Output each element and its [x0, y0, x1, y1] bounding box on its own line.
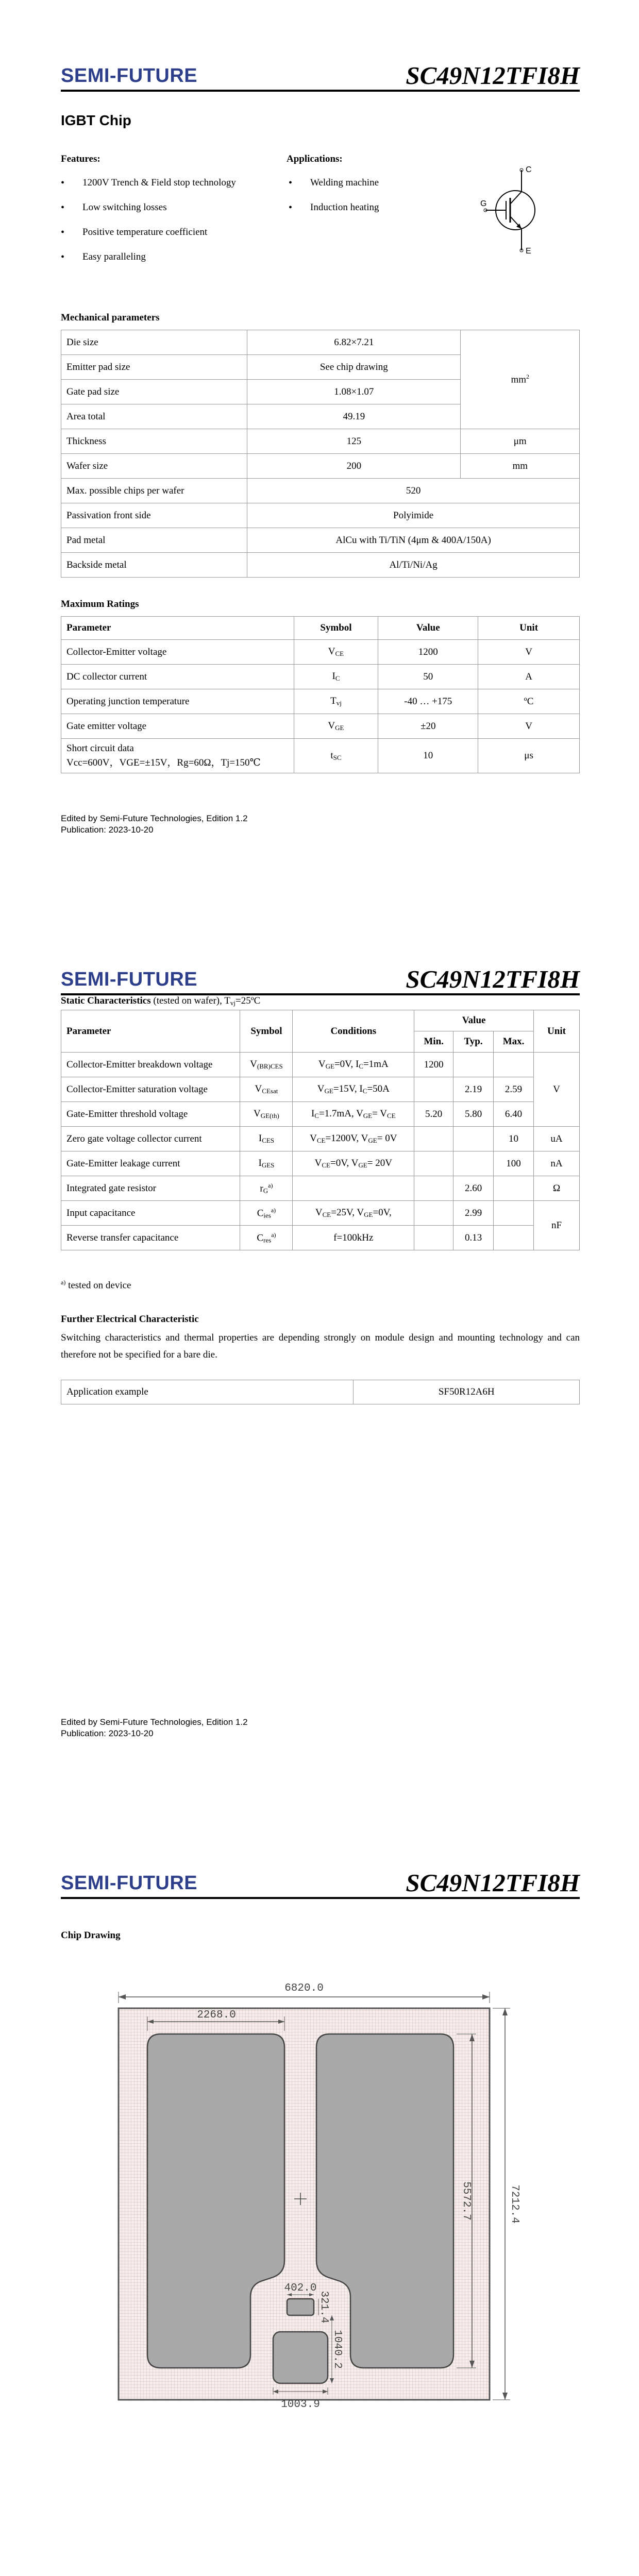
feature-item: • 1200V Trench & Field stop technology: [61, 177, 236, 189]
chip-drawing: [103, 1982, 526, 2436]
dim-height: 7212.4: [509, 2184, 520, 2224]
max-ratings-heading: Maximum Ratings: [61, 599, 139, 609]
applications-heading: Applications:: [287, 154, 343, 164]
max-ratings-table: [61, 616, 580, 773]
dim-pad-height: 5572.7: [460, 2181, 472, 2221]
datasheet-page-3: [0, 1807, 639, 2576]
table-row: DC collector current $I_C$ 50 A: [61, 665, 580, 689]
company-logo: SEMI-FUTURE: [61, 969, 198, 990]
table-header-row: Min. Typ. Max.: [61, 1031, 580, 1053]
static-heading: Static Characteristics (tested on wafer), $T_{vj}=25ºC$: [61, 995, 261, 1007]
table-row: Max. possible chips per wafer 520: [61, 479, 580, 503]
table-row: Integrated gate resistor $r_G^{a)}$ 2.60 Ω: [61, 1176, 580, 1201]
table-header-row: Parameter Symbol Conditions Value Unit: [61, 1010, 580, 1031]
page-footer: Edited by Semi-Future Technologies, Edition 1.2 Publication: 2023-10-20: [61, 814, 248, 835]
dim-bottom-width: 1003.9: [281, 2399, 320, 2411]
emitter-label: E: [526, 247, 531, 256]
gate-pad: [287, 2299, 314, 2315]
part-number: SC49N12TFI8H: [406, 61, 580, 90]
table-row: Wafer size 200 mm: [61, 454, 580, 479]
features-heading: Features:: [61, 154, 100, 164]
further-text: Switching characteristics and thermal properties are depending strongly on module design and mounting technology and can therefore not be specified for a bare die.: [61, 1332, 580, 1360]
table-row: Reverse transfer capacitance $C_{res}^{a)}$ f=100kHz 0.13: [61, 1226, 580, 1250]
table-row: Application example SF50R12A6H: [61, 1380, 580, 1404]
table-row: Collector-Emitter breakdown voltage $V_{(BR)CES}$ $V_{GE}=0V$, $I_C=1mA$ 1200 V: [61, 1053, 580, 1077]
dim-width: 6820.0: [284, 1982, 324, 1994]
feature-item: • Low switching losses: [61, 202, 167, 213]
application-table: [61, 1380, 580, 1404]
table-row: Emitter pad size See chip drawing: [61, 355, 580, 380]
table-header-row: Parameter Symbol Value Unit: [61, 617, 580, 640]
table-row: Short circuit data Vcc=600V，VGE=±15V，Rg=60Ω，Tj=150℃ $t_{SC}$ 10 μs: [61, 739, 580, 773]
page-footer: Edited by Semi-Future Technologies, Edition 1.2 Publication: 2023-10-20: [61, 1717, 248, 1738]
part-number: SC49N12TFI8H: [406, 1869, 580, 1897]
collector-label: C: [526, 165, 532, 174]
page-header: [61, 961, 580, 995]
further-heading: Further Electrical Characteristic: [61, 1314, 199, 1325]
table-row: Gate emitter voltage $V_{GE}$ ±20 V: [61, 714, 580, 739]
table-row: Input capacitance $C_{ies}^{a)}$ $V_{CE}=25V$, $V_{GE}=0V$, 2.99 nF: [61, 1201, 580, 1226]
dim-gate-width: 402.0: [284, 2282, 317, 2294]
bottom-pad: [273, 2332, 328, 2383]
table-row: Backside metal Al/Ti/Ni/Ag: [61, 553, 580, 578]
datasheet-page-1: [0, 0, 639, 904]
datasheet-page-2: [0, 904, 639, 1807]
table-row: Gate-Emitter leakage current $I_{GES}$ $V_{CE}=0V$, $V_{GE}= 20V$ 100 nA: [61, 1151, 580, 1176]
table-row: Pad metal AlCu with Ti/TiN (4μm & 400A/150A): [61, 528, 580, 553]
table-row: Gate pad size 1.08×1.07: [61, 380, 580, 404]
static-characteristics-table: [61, 1010, 580, 1250]
unit-cell: $mm^2$: [461, 330, 580, 429]
table-row: Die size 6.82×7.21 $mm^2$: [61, 330, 580, 355]
feature-item: • Positive temperature coefficient: [61, 227, 208, 238]
igbt-symbol-icon: [479, 160, 546, 258]
feature-item: • Easy paralleling: [61, 251, 146, 263]
part-number: SC49N12TFI8H: [406, 965, 580, 993]
table-row: Thickness 125 μm: [61, 429, 580, 454]
application-item: • Induction heating: [289, 202, 379, 213]
mechanical-table: [61, 330, 580, 578]
table-row: Area total 49.19: [61, 404, 580, 429]
company-logo: SEMI-FUTURE: [61, 1872, 198, 1894]
dim-gate-height: 321.4: [318, 2291, 330, 2324]
table-row: Collector-Emitter voltage $V_{CE}$ 1200 V: [61, 640, 580, 665]
table-row: Collector-Emitter saturation voltage $V_{CEsat}$ $V_{GE}=15V$, $I_C=50A$ 2.19 2.59: [61, 1077, 580, 1102]
application-item: • Welding machine: [289, 177, 379, 189]
mechanical-heading: Mechanical parameters: [61, 312, 160, 323]
company-logo: SEMI-FUTURE: [61, 65, 198, 87]
table-row: Operating junction temperature $T_{vj}$ -40 … +175 ºC: [61, 689, 580, 714]
footnote: $^{a)}$ tested on device: [61, 1279, 131, 1291]
dim-gate-offset: 1040.2: [331, 2330, 343, 2369]
page-title: IGBT Chip: [61, 112, 131, 128]
page-header: [61, 1865, 580, 1899]
chip-drawing-heading: Chip Drawing: [61, 1930, 121, 1941]
gate-label: G: [480, 199, 487, 208]
table-row: Passivation front side Polyimide: [61, 503, 580, 528]
table-row: Gate-Emitter threshold voltage $V_{GE(th)}$ $I_C=1.7mA$, $V_{GE}= V_{CE}$ 5.20 5.80 6.40: [61, 1102, 580, 1127]
page-header: [61, 58, 580, 92]
dim-pad-width: 2268.0: [197, 2009, 236, 2021]
table-row: Zero gate voltage collector current $I_{CES}$ $V_{CE}=1200V$, $V_{GE}= 0V$ 10 uA: [61, 1127, 580, 1151]
